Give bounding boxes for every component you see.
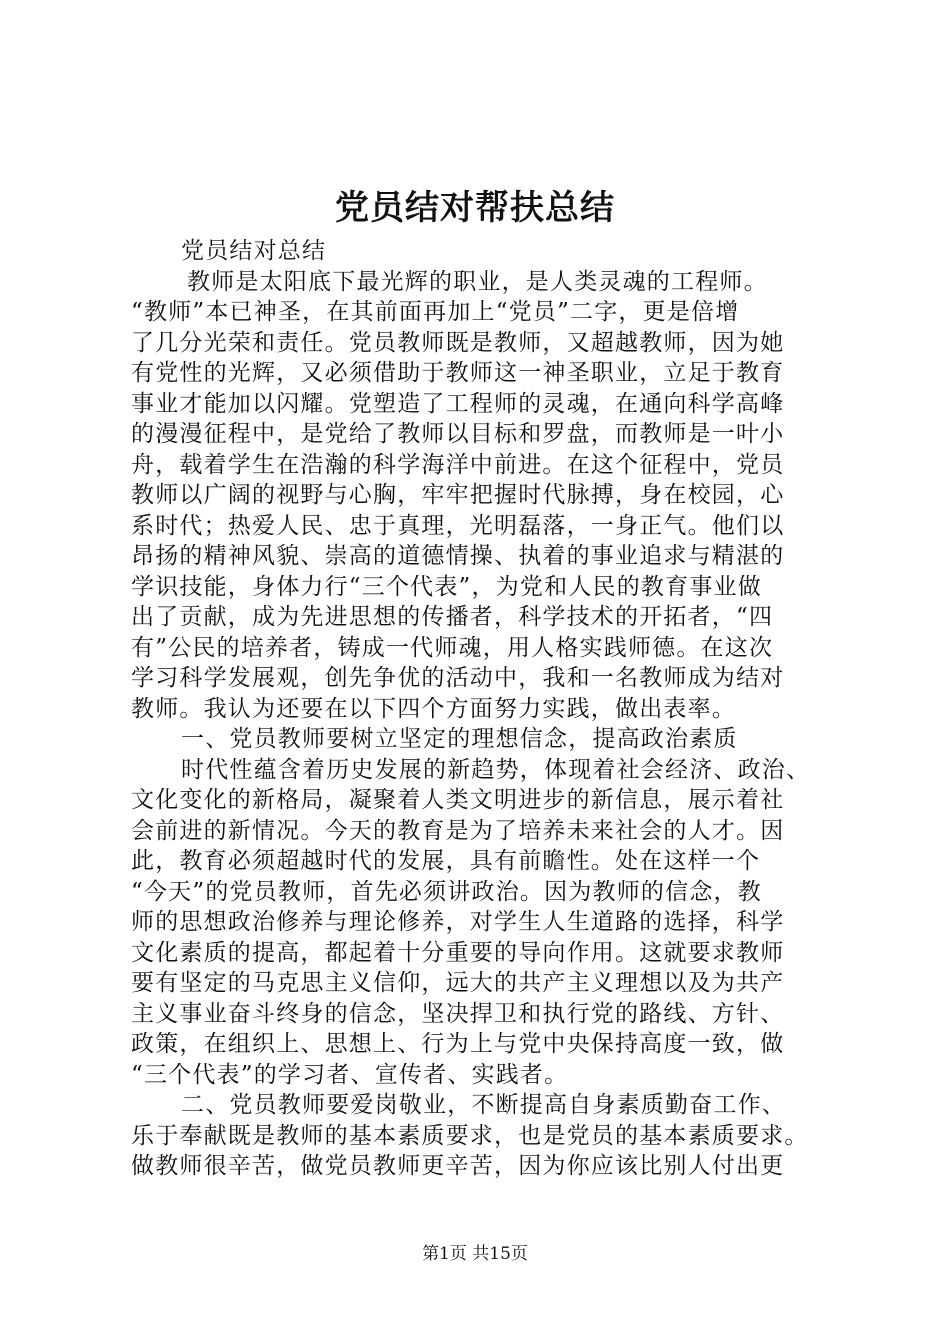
text-line: 教师以广阔的视野与心胸，牢牢把握时代脉搏，身在校园，心 [131, 482, 785, 508]
document-title: 党员结对帮扶总结 [335, 188, 615, 228]
section-heading: 一、党员教师要树立坚定的理想信念，提高政治素质 [181, 726, 738, 752]
text-line: 此，教育必须超越时代的发展，具有前瞻性。处在这样一个 [131, 848, 761, 874]
text-line: 文化素质的提高，都起着十分重要的导向作用。这就要求教师 [131, 939, 785, 966]
text-line: 的漫漫征程中，是党给了教师以目标和罗盘，而教师是一叶小 [131, 421, 785, 447]
text-line: 事业才能加以闪耀。党塑造了工程师的灵魂，在通向科学高峰 [131, 390, 785, 417]
text-line: 师的思想政治修养与理论修养，对学生人生道路的选择，科学 [131, 909, 785, 935]
text-line: 做教师很辛苦，做党员教师更辛苦，因为你应该比别人付出更 [131, 1153, 785, 1179]
page-number-footer: 第1页 共15页 [422, 1244, 528, 1264]
text-line: 昂扬的精神风貌、崇高的道德情操、执着的事业追求与精湛的 [131, 543, 785, 569]
text-line: 学识技能，身体力行“三个代表”，为党和人民的教育事业做 [131, 573, 762, 600]
text-line: “教师”本已神圣，在其前面再加上“党员”二字，更是倍增 [131, 299, 740, 325]
text-line: 主义事业奋斗终身的信念，坚决捍卫和执行党的路线、方针、 [131, 1000, 785, 1027]
text-line: “三个代表”的学习者、宣传者、实践者。 [131, 1061, 569, 1088]
text-line: 会前进的新情况。今天的教育是为了培养未来社会的人才。因 [131, 817, 785, 844]
text-line: 乐于奉献既是教师的基本素质要求，也是党员的基本素质要求。 [131, 1122, 809, 1149]
text-line: 党员结对总结 [181, 238, 327, 264]
text-line: 政策，在组织上、思想上、行为上与党中央保持高度一致，做 [131, 1031, 785, 1057]
text-line: 教师。我认为还要在以下四个方面努力实践，做出表率。 [131, 695, 736, 722]
document-body [131, 236, 843, 1182]
section-heading: 二、党员教师要爱岗敬业，不断提高自身素质勤奋工作、 [181, 1092, 786, 1118]
text-line: 学习科学发展观，创先争优的活动中，我和一名教师成为结对 [131, 665, 785, 691]
text-line: 舟，载着学生在浩瀚的科学海洋中前进。在这个征程中，党员 [131, 451, 785, 478]
text-line: 出了贡献，成为先进思想的传播者，科学技术的开拓者，“四 [131, 604, 774, 630]
text-line: 要有坚定的马克思主义信仰，远大的共产主义理想以及为共产 [131, 970, 785, 996]
text-line: 系时代；热爱人民、忠于真理，光明磊落，一身正气。他们以 [131, 512, 785, 539]
text-line: 时代性蕴含着历史发展的新趋势，体现着社会经济、政治、 [181, 756, 811, 783]
text-line: 教师是太阳底下最光辉的职业，是人类灵魂的工程师。 [187, 268, 768, 295]
text-line: “今天”的党员教师，首先必须讲政治。因为教师的信念，教 [131, 878, 762, 905]
text-line: 有”公民的培养者，铸成一代师魂，用人格实践师德。在这次 [131, 634, 774, 661]
text-line: 文化变化的新格局，凝聚着人类文明进步的新信息，展示着社 [131, 787, 785, 813]
text-line: 有党性的光辉，又必须借助于教师这一神圣职业，立足于教育 [131, 360, 785, 386]
text-line: 了几分光荣和责任。党员教师既是教师，又超越教师，因为她 [131, 329, 785, 356]
